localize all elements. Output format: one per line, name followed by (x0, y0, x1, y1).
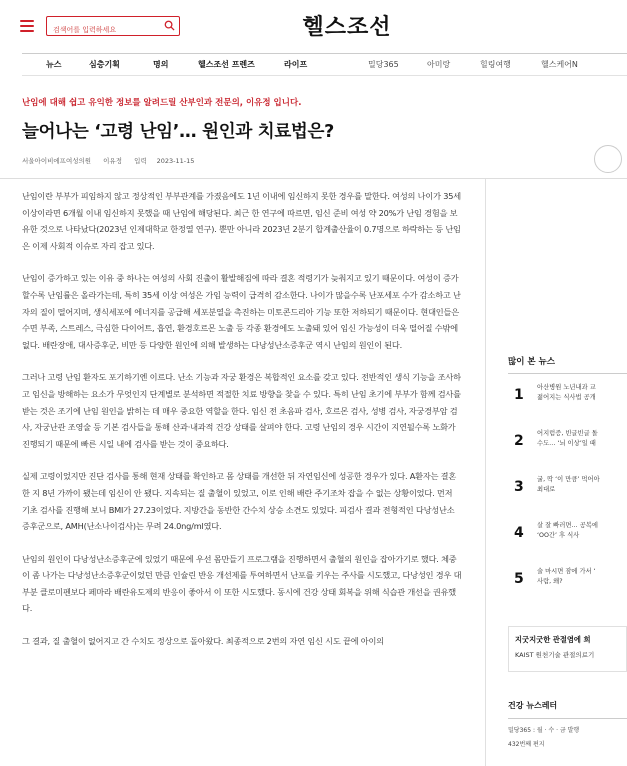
headline-line: 술 마시면 잠에 가서 ‘ (537, 568, 596, 575)
rank-number: 3 (514, 479, 524, 495)
popular-news-headline[interactable] (537, 429, 627, 449)
article-paragraph: 그러나 고령 난임 환자도 포기하기엔 이르다. 난소 기능과 자궁 환경은 복합적인 요소를 갖고 있다. 전반적인 생식 기능을 조사하고 임신을 방해하는 요소가 무엇인지 단계별로 분석하면 적절한 치료 방향을 찾을 수 있다. 특히 난임 초기에 부부가 함께 검사를 받는 것은 조기에 난임 원인을 밝히는 데 매우 중요한 역할을 한다. 임신 전 초음파 검사, 호르몬 검사, 성병 검사, 자궁경부암 검사, 자궁난관 조영술 등 기본 검사들을 통해 산과·내과적 건강 상태를 살펴야 한다. 고령 난임의 경우 시간이 지연될수록 노화가 진행되기 때문에 빠른 시일 내에 검사를 받는 것이 중요하다. (22, 372, 461, 449)
nav-item-in-depth[interactable]: 심층기획 (89, 60, 120, 69)
nav-item-doctors[interactable]: 명의 (153, 60, 169, 69)
popular-news-title: 많이 본 뉴스 (508, 355, 627, 374)
nav-item-mildang365[interactable]: 밀당365 (368, 60, 399, 69)
site-logo[interactable]: 헬스조선 (302, 14, 392, 40)
article-body (22, 188, 462, 666)
article-lead: 난임에 대해 쉽고 유익한 정보를 알려드릴 산부인과 전문의, 이유정 입니다. (22, 98, 302, 108)
hamburger-menu-icon[interactable] (20, 20, 34, 32)
popular-news-item[interactable] (508, 420, 627, 466)
article-headline: 늘어나는 ‘고령 난임’… 원인과 치료법은? (22, 122, 334, 142)
headline-line: 수도… ‘뇌 이상’일 때 (537, 440, 596, 447)
popular-news-item[interactable] (508, 374, 627, 420)
headline-line: 최대로 (537, 486, 556, 493)
search-box (46, 16, 180, 36)
article-header (22, 96, 627, 165)
article-paragraph: 그 결과, 질 출혈이 없어지고 간 수치도 정상으로 돌아왔다. 최종적으로 2번의 자연 임신 시도 끝에 아이의 (22, 636, 384, 647)
nav-item-healthcare-n[interactable]: 헬스케어N (541, 60, 578, 69)
article-paragraph: 실제 고령이었지만 진단 검사를 통해 현재 상태를 확인하고 몸 상태를 개선한 뒤 자연임신에 성공한 경우가 있다. A환자는 결혼한 지 8년 가까이 됐는데 임신이 안 됐다. 지속되는 질 출혈이 있었고, 이로 인해 배란 주기조차 잡을 수 없는 상황이었다. 먼저 기초 검사를 진행해 보니 BMI가 27.23이었다. 지방간을 동반한 간수치 상승 소견도 있었다. 피검사 결과 전형적인 다낭성난소증후군으로, AMH(난소나이검사)는 무려 24.0ng/ml였다. (22, 471, 457, 532)
article-source[interactable]: 서울아이비에프여성의원 (22, 157, 92, 165)
headline-line: 젊어지는 식사법 공개 (537, 394, 596, 401)
rank-number: 4 (514, 525, 524, 541)
nav-item-friends[interactable]: 헬스조선 프렌즈 (198, 60, 255, 69)
search-input[interactable] (47, 22, 159, 39)
headline-line: 사람, 왜? (537, 578, 563, 585)
sidebar-ad[interactable] (508, 626, 627, 672)
site-header (0, 0, 627, 52)
share-button[interactable] (594, 145, 622, 173)
header-divider (0, 178, 627, 179)
article-date: 2023-11-15 (156, 157, 195, 165)
nav-item-healing-travel[interactable]: 힐링여행 (480, 60, 511, 69)
popular-news-headline[interactable] (537, 383, 627, 403)
article-paragraph: 난임이란 부부가 피임하지 않고 정상적인 부부관계를 가졌음에도 1년 이내에 임신하지 못한 경우를 말한다. 여성의 나이가 35세 이상이라면 6개월 이내 임신하지 못했을 때 난임에 해당된다. 최근 한 연구에 따르면, 임신 준비 여성 약 20%가 난임 경험을 보유한 것으로 나타났다(2023년 인제대학교 한정열 연구). 뿐만 아니라 2023년 2분기 합계출산율이 0.7명으로 하락하는 등 난임은 이제 사회적 이슈로 자리 잡고 있다. (22, 191, 461, 251)
nav-item-life[interactable]: 라이프 (284, 60, 308, 69)
popular-news-headline[interactable] (537, 475, 627, 495)
article-author[interactable]: 이유정 (103, 157, 122, 165)
newsletter-title: 건강 뉴스레터 (508, 700, 627, 719)
popular-news-headline[interactable] (537, 567, 627, 587)
article-meta (22, 156, 204, 165)
popular-news-item[interactable] (508, 466, 627, 512)
headline-line: 아산병원 노년내과 교 (537, 384, 596, 391)
ad-title: 지굿지굿한 관절염에 희 (515, 635, 591, 644)
article-paragraph: 난임이 증가하고 있는 이유 중 하나는 여성의 사회 진출이 활발해짐에 따라 결혼 적령기가 늦춰지고 있기 때문이다. 여성이 증가할수록 난임률은 올라가는데, 특히 35세 이상 여성은 가임 능력이 급격히 감소한다. 나이가 많을수록 난포세포 수가 감소하고 난자의 질이 떨어지며, 생식세포에 에너지를 공급해 세포분열을 촉진하는 미토콘드리아 기능 또한 저하되기 때문이다. 현대인들은 수면 부족, 스트레스, 극심한 다이어트, 흡연, 환경호르몬 노출 등 각종 환경에도 노출돼 있어 임신 가능성이 더욱 떨어질 수밖에 없다. 배란장애, 대사증후군, 비만 등 다양한 원인에 의해 발생하는 다낭성난소증후군 역시 난임의 원인이 된다. (22, 273, 461, 350)
nav-item-amirang[interactable]: 아미랑 (427, 60, 451, 69)
popular-news-item[interactable] (508, 558, 627, 604)
main-nav (22, 53, 627, 76)
popular-news (508, 355, 627, 604)
rank-number: 5 (514, 571, 524, 587)
headline-line: ‘OO간’ 후 식사 (537, 532, 580, 539)
newsletter-issue: 432번째 편지 (508, 741, 545, 748)
article-date-label: 입력 (134, 157, 147, 165)
column-divider (485, 179, 486, 766)
ad-subtitle: KAIST 원천기술 관절의료기 (515, 651, 595, 659)
nav-item-news[interactable]: 뉴스 (46, 60, 62, 69)
popular-news-headline[interactable] (537, 521, 627, 541)
headline-line: 어지럼증, 빈글빈글 돌 (537, 430, 598, 437)
rank-number: 2 (514, 433, 524, 449)
newsletter-section (508, 700, 627, 748)
rank-number: 1 (514, 387, 524, 403)
popular-news-item[interactable] (508, 512, 627, 558)
search-icon[interactable] (164, 20, 175, 31)
headline-line: 굴, 딱 ‘이 만큼’ 먹어아 (537, 476, 600, 483)
article-paragraph: 난임의 원인이 다낭성난소증후군에 있었기 때문에 우선 몸만들기 프로그램을 진행하면서 출혈의 원인을 잡아가기로 했다. 체중이 좀 나가는 다낭성난소증후군이었던 만큼 인슐린 반응 개선제를 투여하면서 난포를 키우는 주사를 시도했고, 다낭성인 경우 대부분 클로미펜보다 페마라 배란유도제의 반응이 좋아서 이 또한 시도했다. 동시에 건강 상태 회복을 위해 식습관 개선을 권유했다. (22, 553, 462, 614)
headline-line: 살 잘 빠러면… 공복에 (537, 522, 598, 529)
newsletter-schedule[interactable]: 밀당365 : 월 · 수 · 금 발행 (508, 727, 580, 734)
